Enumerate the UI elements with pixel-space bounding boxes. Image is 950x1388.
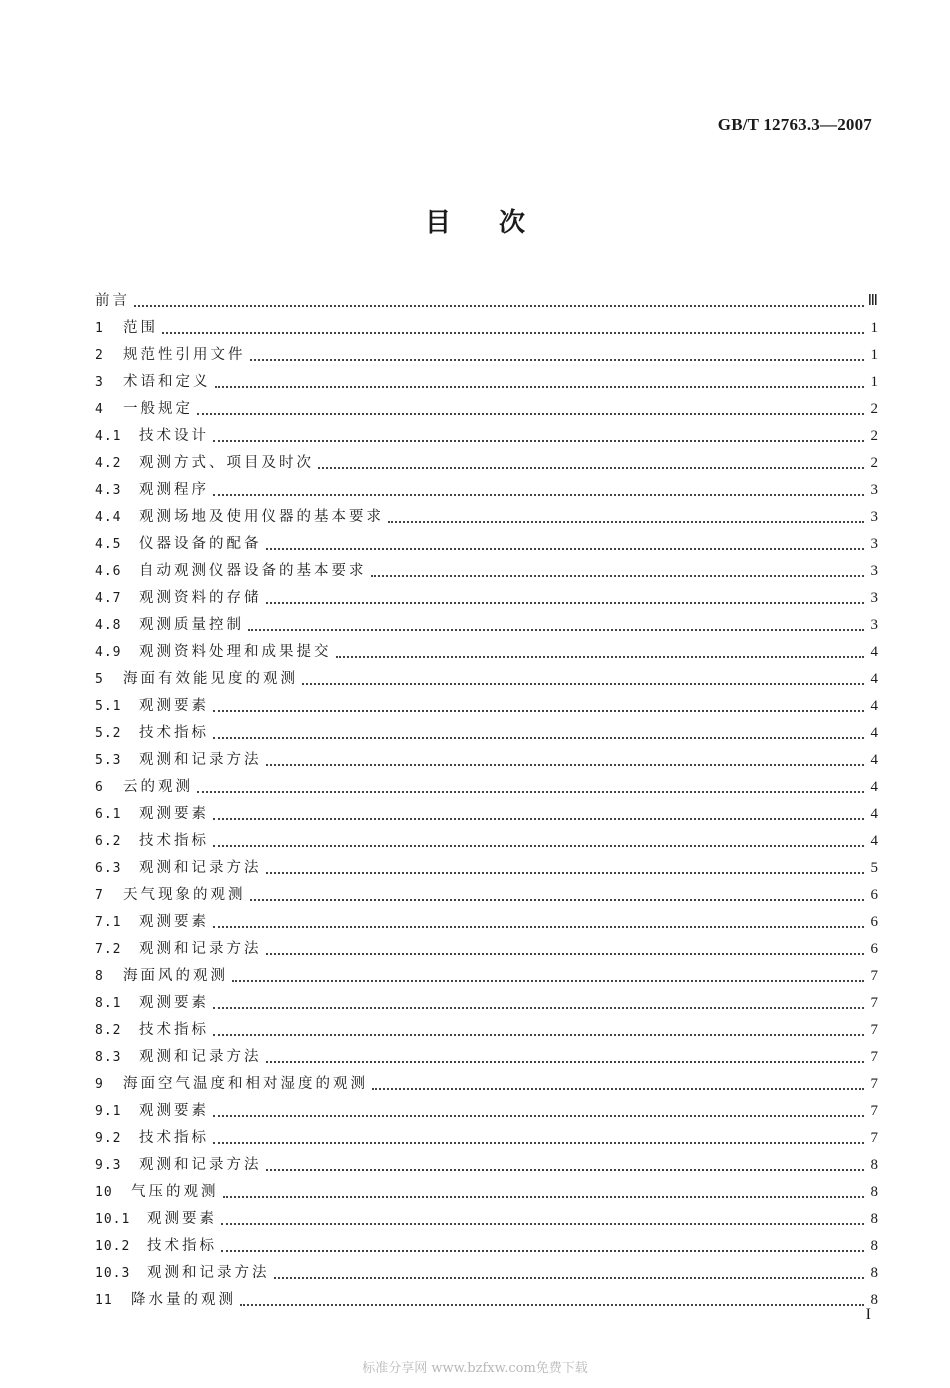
toc-leader-dots <box>248 628 864 631</box>
toc-entry-number: 10.1 <box>95 1212 131 1227</box>
toc-entry[interactable] <box>95 1098 878 1125</box>
toc-entry[interactable] <box>95 585 878 612</box>
toc-entry-label: 观测质量控制 <box>139 617 244 633</box>
toc-entry-page: 4 <box>870 833 878 849</box>
toc-entry[interactable] <box>95 531 878 558</box>
toc-leader-dots <box>266 871 865 874</box>
toc-entry[interactable] <box>95 1206 878 1233</box>
toc-entry-label: 观测和记录方法 <box>139 1157 262 1173</box>
toc-entry-label: 云的观测 <box>123 779 193 795</box>
toc-entry-page: 1 <box>870 374 878 390</box>
toc-entry-label: 观测和记录方法 <box>139 1049 262 1065</box>
toc-entry-label: 前言 <box>95 293 130 309</box>
table-of-contents <box>95 288 878 1314</box>
toc-entry[interactable] <box>95 855 878 882</box>
toc-entry[interactable] <box>95 639 878 666</box>
toc-entry-number: 8.1 <box>95 996 122 1011</box>
toc-entry-page: 8 <box>870 1211 878 1227</box>
toc-entry-page: 8 <box>870 1157 878 1173</box>
toc-entry-label: 范围 <box>123 320 158 336</box>
standard-code: GB/T 12763.3—2007 <box>717 115 872 134</box>
toc-entry[interactable] <box>95 747 878 774</box>
toc-entry[interactable] <box>95 828 878 855</box>
toc-entry-page: 4 <box>870 752 878 768</box>
toc-leader-dots <box>213 925 864 928</box>
toc-leader-dots <box>250 898 865 901</box>
toc-entry[interactable] <box>95 504 878 531</box>
toc-entry-number: 4.3 <box>95 483 122 498</box>
toc-leader-dots <box>197 790 864 793</box>
toc-entry-number: 4.9 <box>95 645 122 660</box>
toc-entry-page: 7 <box>870 1049 878 1065</box>
toc-entry-number: 8 <box>95 969 104 984</box>
toc-leader-dots <box>213 439 864 442</box>
toc-entry-number: 8.2 <box>95 1023 122 1038</box>
toc-entry-page: 7 <box>870 995 878 1011</box>
toc-leader-dots <box>213 1141 864 1144</box>
toc-leader-dots <box>302 682 864 685</box>
toc-leader-dots <box>213 709 864 712</box>
toc-entry-number: 11 <box>95 1293 113 1308</box>
toc-entry-page: 7 <box>870 1103 878 1119</box>
toc-entry-page: 8 <box>870 1292 878 1308</box>
toc-entry-page: 7 <box>870 1076 878 1092</box>
toc-entry-label: 观测和记录方法 <box>139 941 262 957</box>
toc-leader-dots <box>162 331 864 334</box>
toc-entry[interactable] <box>95 1125 878 1152</box>
toc-entry-label: 观测程序 <box>139 482 209 498</box>
toc-entry-label: 术语和定义 <box>123 374 211 390</box>
toc-entry[interactable] <box>95 1233 878 1260</box>
toc-entry-label: 观测要素 <box>147 1211 217 1227</box>
toc-entry-label: 天气现象的观测 <box>123 887 246 903</box>
toc-entry-label: 观测和记录方法 <box>147 1265 270 1281</box>
toc-leader-dots <box>213 1033 864 1036</box>
toc-entry[interactable] <box>95 396 878 423</box>
toc-entry-page: 3 <box>870 482 878 498</box>
toc-entry-label: 自动观测仪器设备的基本要求 <box>139 563 367 579</box>
toc-entry-label: 一般规定 <box>123 401 193 417</box>
page-folio: I <box>865 1306 871 1323</box>
toc-entry-label: 仪器设备的配备 <box>139 536 262 552</box>
toc-entry-number: 4.1 <box>95 429 122 444</box>
title-char-1: 目 <box>424 208 451 238</box>
toc-leader-dots <box>266 1060 865 1063</box>
toc-entry[interactable] <box>95 423 878 450</box>
toc-entry-page: 7 <box>870 968 878 984</box>
toc-entry-label: 观测要素 <box>139 914 209 930</box>
toc-leader-dots <box>266 952 865 955</box>
toc-leader-dots <box>250 358 865 361</box>
toc-entry-page: 6 <box>870 914 878 930</box>
toc-entry-number: 10.3 <box>95 1266 131 1281</box>
toc-entry-page: 3 <box>870 617 878 633</box>
toc-entry-number: 6.3 <box>95 861 122 876</box>
toc-entry-number: 5.1 <box>95 699 122 714</box>
toc-leader-dots <box>213 817 864 820</box>
toc-leader-dots <box>266 763 865 766</box>
toc-entry[interactable] <box>95 342 878 369</box>
toc-entry[interactable] <box>95 369 878 396</box>
toc-entry-label: 观测要素 <box>139 995 209 1011</box>
toc-entry-page: 3 <box>870 509 878 525</box>
toc-entry[interactable] <box>95 720 878 747</box>
toc-entry-number: 6.1 <box>95 807 122 822</box>
toc-leader-dots <box>240 1303 864 1306</box>
toc-entry-number: 9 <box>95 1077 104 1092</box>
toc-entry-page: 7 <box>870 1022 878 1038</box>
toc-entry-number: 10 <box>95 1185 113 1200</box>
toc-entry-page: Ⅲ <box>867 293 878 309</box>
toc-entry-label: 海面空气温度和相对湿度的观测 <box>123 1076 368 1092</box>
toc-entry-page: 7 <box>870 1130 878 1146</box>
toc-entry-page: 2 <box>870 455 878 471</box>
toc-entry[interactable] <box>95 1260 878 1287</box>
toc-entry-page: 3 <box>870 590 878 606</box>
toc-entry-number: 4.7 <box>95 591 122 606</box>
toc-entry-page: 4 <box>870 644 878 660</box>
toc-entry[interactable] <box>95 882 878 909</box>
toc-leader-dots <box>266 1168 865 1171</box>
toc-leader-dots <box>197 412 864 415</box>
toc-entry-page: 4 <box>870 779 878 795</box>
toc-entry-number: 4.2 <box>95 456 122 471</box>
toc-entry-label: 观测和记录方法 <box>139 860 262 876</box>
toc-entry-label: 观测方式、项目及时次 <box>139 455 314 471</box>
toc-entry-page: 4 <box>870 698 878 714</box>
toc-entry-page: 8 <box>870 1238 878 1254</box>
toc-entry-label: 观测要素 <box>139 1103 209 1119</box>
toc-leader-dots <box>266 601 865 604</box>
toc-entry-label: 观测和记录方法 <box>139 752 262 768</box>
toc-entry[interactable] <box>95 774 878 801</box>
toc-entry-number: 9.2 <box>95 1131 122 1146</box>
toc-entry-label: 技术指标 <box>139 1130 209 1146</box>
toc-entry[interactable] <box>95 693 878 720</box>
toc-entry[interactable] <box>95 288 878 315</box>
toc-leader-dots <box>221 1249 864 1252</box>
toc-entry-label: 降水量的观测 <box>131 1292 236 1308</box>
toc-entry[interactable] <box>95 315 878 342</box>
toc-entry-label: 技术指标 <box>147 1238 217 1254</box>
toc-leader-dots <box>221 1222 864 1225</box>
toc-entry-label: 观测资料处理和成果提交 <box>139 644 332 660</box>
toc-entry[interactable] <box>95 1071 878 1098</box>
toc-entry-number: 4.8 <box>95 618 122 633</box>
toc-entry-label: 技术指标 <box>139 833 209 849</box>
toc-leader-dots <box>213 1114 864 1117</box>
toc-entry-label: 观测场地及使用仪器的基本要求 <box>139 509 384 525</box>
toc-entry-page: 6 <box>870 941 878 957</box>
toc-entry-label: 海面风的观测 <box>123 968 228 984</box>
toc-entry-number: 10.2 <box>95 1239 131 1254</box>
toc-entry-number: 3 <box>95 375 104 390</box>
toc-entry[interactable] <box>95 666 878 693</box>
toc-leader-dots <box>223 1195 865 1198</box>
toc-entry-number: 9.1 <box>95 1104 122 1119</box>
toc-entry-page: 4 <box>870 671 878 687</box>
toc-entry-number: 7 <box>95 888 104 903</box>
toc-entry-page: 8 <box>870 1184 878 1200</box>
page-title <box>0 202 950 239</box>
toc-entry[interactable] <box>95 801 878 828</box>
toc-leader-dots <box>213 844 864 847</box>
toc-entry-label: 观测要素 <box>139 698 209 714</box>
toc-entry-number: 8.3 <box>95 1050 122 1065</box>
toc-leader-dots <box>371 574 865 577</box>
toc-entry[interactable] <box>95 1179 878 1206</box>
toc-leader-dots <box>266 547 865 550</box>
toc-entry[interactable] <box>95 558 878 585</box>
toc-entry-number: 6.2 <box>95 834 122 849</box>
toc-entry-label: 规范性引用文件 <box>123 347 246 363</box>
toc-entry-label: 技术指标 <box>139 1022 209 1038</box>
toc-entry-page: 2 <box>870 428 878 444</box>
toc-leader-dots <box>336 655 865 658</box>
toc-leader-dots <box>215 385 865 388</box>
toc-entry-number: 6 <box>95 780 104 795</box>
toc-entry-number: 2 <box>95 348 104 363</box>
toc-leader-dots <box>213 493 864 496</box>
toc-entry[interactable] <box>95 1152 878 1179</box>
toc-entry-page: 1 <box>870 320 878 336</box>
toc-entry-label: 技术设计 <box>139 428 209 444</box>
toc-entry[interactable] <box>95 990 878 1017</box>
toc-leader-dots <box>388 520 864 523</box>
toc-entry-number: 4.6 <box>95 564 122 579</box>
toc-entry-number: 7.1 <box>95 915 122 930</box>
toc-entry-label: 技术指标 <box>139 725 209 741</box>
toc-entry[interactable] <box>95 477 878 504</box>
toc-entry-label: 观测资料的存储 <box>139 590 262 606</box>
toc-entry-label: 气压的观测 <box>131 1184 219 1200</box>
toc-leader-dots <box>372 1087 864 1090</box>
toc-leader-dots <box>134 304 864 307</box>
toc-entry-page: 3 <box>870 563 878 579</box>
toc-entry-page: 2 <box>870 401 878 417</box>
toc-leader-dots <box>232 979 864 982</box>
toc-leader-dots <box>274 1276 865 1279</box>
toc-entry-number: 9.3 <box>95 1158 122 1173</box>
toc-entry-number: 7.2 <box>95 942 122 957</box>
toc-entry-number: 5 <box>95 672 104 687</box>
toc-leader-dots <box>213 1006 864 1009</box>
toc-entry[interactable] <box>95 1287 878 1314</box>
toc-entry[interactable] <box>95 1017 878 1044</box>
toc-entry-label: 观测要素 <box>139 806 209 822</box>
toc-entry[interactable] <box>95 909 878 936</box>
toc-leader-dots <box>213 736 864 739</box>
toc-entry[interactable] <box>95 936 878 963</box>
toc-entry-page: 4 <box>870 725 878 741</box>
toc-entry-page: 5 <box>870 860 878 876</box>
watermark-text: 标准分享网 www.bzfxw.com免费下载 <box>362 1361 588 1376</box>
toc-entry-page: 3 <box>870 536 878 552</box>
toc-entry-label: 海面有效能见度的观测 <box>123 671 298 687</box>
toc-entry-number: 4.5 <box>95 537 122 552</box>
toc-entry-number: 1 <box>95 321 104 336</box>
toc-leader-dots <box>318 466 864 469</box>
toc-entry-page: 6 <box>870 887 878 903</box>
toc-entry-number: 5.3 <box>95 753 122 768</box>
toc-entry[interactable] <box>95 450 878 477</box>
toc-entry[interactable] <box>95 963 878 990</box>
toc-entry-page: 8 <box>870 1265 878 1281</box>
toc-entry-number: 4.4 <box>95 510 122 525</box>
toc-entry-page: 1 <box>870 347 878 363</box>
toc-entry-number: 5.2 <box>95 726 122 741</box>
title-char-2: 次 <box>499 208 526 238</box>
toc-entry-page: 4 <box>870 806 878 822</box>
toc-entry[interactable] <box>95 1044 878 1071</box>
toc-entry[interactable] <box>95 612 878 639</box>
toc-entry-number: 4 <box>95 402 104 417</box>
